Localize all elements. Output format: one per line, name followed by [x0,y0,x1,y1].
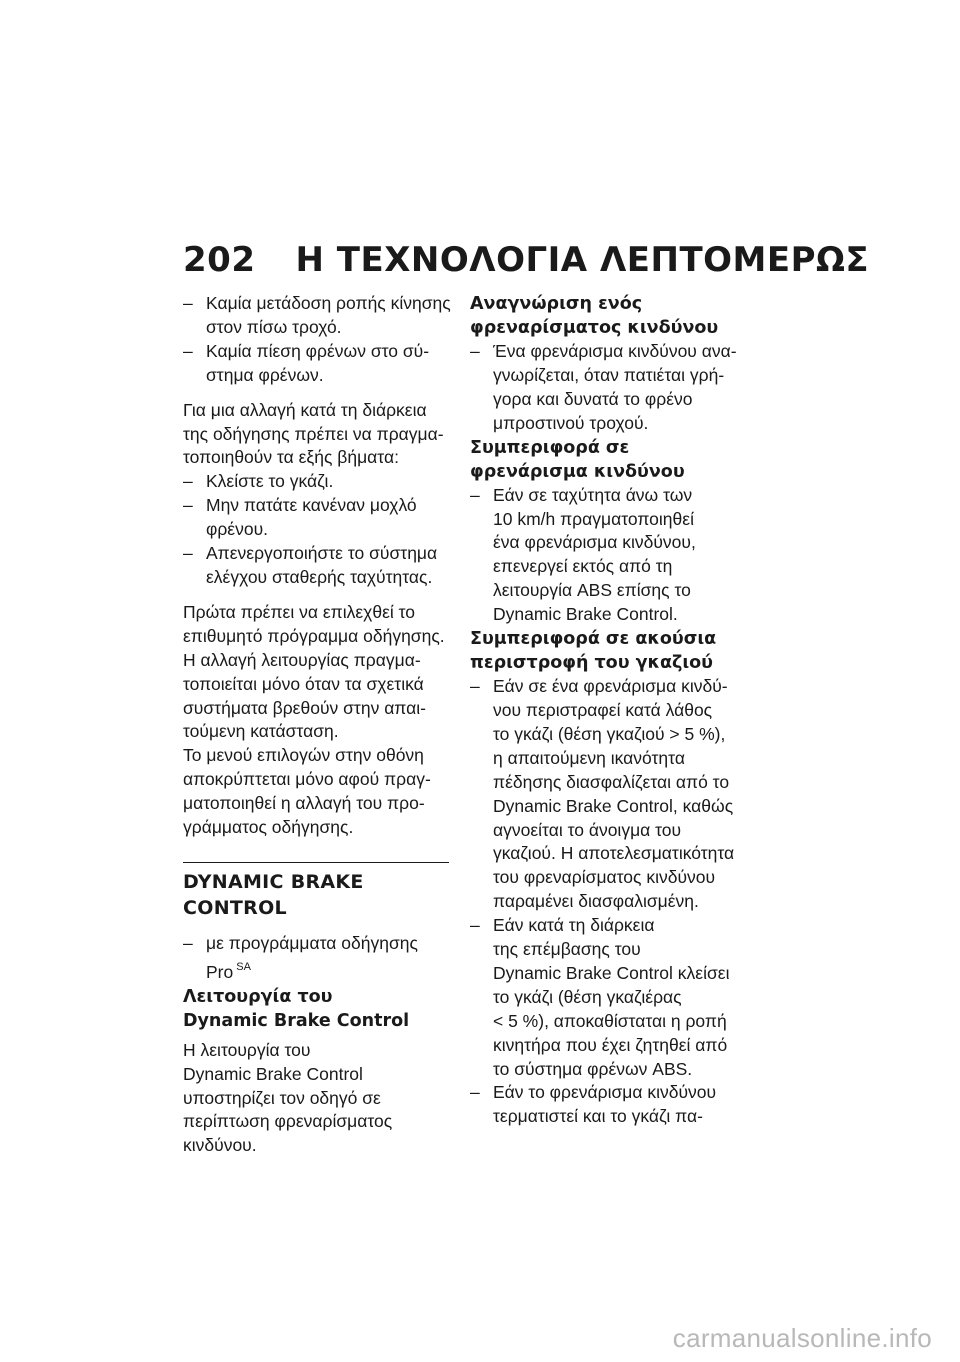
text-line: νου περιστραφεί κατά λάθος [493,699,713,720]
text-line: περιστροφή του γκαζιού [470,653,713,674]
text-line: στημα φρένων. [206,364,324,385]
text-line: τοποιηθούν τα εξής βήματα: [183,447,399,468]
text-line: τούμενη κατάσταση. [183,721,339,742]
list-item [470,914,750,1081]
text-line: Dynamic Brake Control, καθώς [493,795,734,816]
subheading [470,436,750,484]
text-line: – Εάν σε ένα φρενάρισμα κινδύ- [493,676,728,697]
text-line: – με προγράμματα οδήγησης [206,932,418,953]
page-header [183,240,869,280]
text-line: Dynamic Brake Control κλείσει [493,962,730,983]
subheading [470,292,750,340]
text-line: – Κλείστε το γκάζι. [206,471,334,492]
paragraph [183,601,453,840]
list-item [183,470,453,494]
text-line: πέδησης διασφαλίζεται από το [493,771,730,792]
text-line: υποστηρίζει τον οδηγό σε [183,1087,381,1108]
text-line: αγνοείται το άνοιγμα του [493,819,682,840]
text-line: Dynamic Brake Control. [493,604,678,625]
text-line: Συμπεριφορά σε ακούσια [470,629,717,650]
chapter-title: Η ΤΕΧΝΟΛΟΓΙΑ ΛΕΠΤΟΜΕΡΩΣ [295,240,870,280]
list-item [183,932,453,985]
watermark-link[interactable]: carmanualsonline.info [672,1323,932,1353]
text-line: Για μια αλλαγή κατά τη διάρκεια [183,399,427,420]
list-item [470,1081,750,1129]
text-line: γκαζιού. Η αποτελεσματικότητα [493,843,735,864]
text-line: το γκάζι (θέση γκαζιού > 5 %), [493,723,726,744]
text-line: κινητήρα που έχει ζητηθεί από [493,1034,728,1055]
list-item [470,340,750,436]
text-line: ματοποιηθεί η αλλαγή του προ- [183,793,425,814]
text-line: το γκάζι (θέση γκαζιέρας [493,986,682,1007]
text-line: γράμματος οδήγησης. [183,817,354,838]
text-line: παραμένει διασφαλισμένη. [493,891,699,912]
text-line: – Εάν το φρενάρισμα κινδύνου [493,1082,717,1103]
text-line: φρεναρίσματος κινδύνου [470,318,719,338]
text-line: Αναγνώριση ενός [470,294,643,314]
text-line: επενεργεί εκτός από τη [493,556,673,577]
text-line: – Καμία πίεση φρένων στο σύ- [206,340,430,361]
text-line: – Ένα φρενάρισμα κινδύνου ανα- [493,341,737,361]
text-line: αποκρύπτεται μόνο αφού πραγ- [183,769,431,790]
text-line: Πρώτα πρέπει να επιλεχθεί το [183,601,416,622]
left-column [183,292,453,1158]
text-line: τερματιστεί και το γκάζι πα- [493,1106,703,1127]
list-item [470,675,750,914]
program-name: Pro [206,961,234,982]
text-line: κινδύνου. [183,1135,257,1156]
text-line: Η λειτουργία του [183,1039,311,1060]
text-line: γορα και δυνατά το φρένο [493,388,693,409]
text-line: Λειτουργία του [183,986,333,1007]
text-line: ένα φρενάρισμα κινδύνου, [493,532,696,553]
paragraph [183,399,453,471]
sa-marker: SA [236,960,251,973]
text-line: γνωρίζεται, όταν πατιέται γρή- [493,364,725,385]
text-line: Συμπεριφορά σε [470,437,630,458]
list-item [183,494,453,542]
text-line: – Εάν σε ταχύτητα άνω των [493,484,693,505]
text-line: φρένου. [206,519,269,540]
text-line: η απαιτούμενη ικανότητα [493,747,685,768]
text-line: < 5 %), αποκαθίσταται η ροπή [493,1010,727,1031]
section-title: DYNAMIC BRAKE CONTROL [183,870,364,919]
list-item [183,340,453,388]
text-line: της οδήγησης πρέπει να πραγμα- [183,423,444,444]
text-line: το σύστημα φρένων ABS. [493,1058,693,1079]
text-line: ελέγχου σταθερής ταχύτητας. [206,566,433,587]
subheading [470,627,750,675]
text-line: επιθυμητό πρόγραμμα οδήγησης. [183,625,445,646]
text-line: μπροστινού τροχού. [493,412,649,433]
text-line: 10 km/h πραγματοποιηθεί [493,508,694,529]
section-divider [183,862,449,863]
text-line: περίπτωση φρεναρίσματος [183,1111,393,1132]
list-item [183,542,453,590]
text-line: Dynamic Brake Control [183,1063,363,1084]
text-line: του φρεναρίσματος κινδύνου [493,867,716,888]
text-line: – Εάν κατά τη διάρκεια [493,915,655,936]
list-item [183,292,453,340]
text-line: φρενάρισμα κινδύνου [470,461,685,482]
paragraph [183,1039,453,1159]
text-line: Η αλλαγή λειτουργίας πραγμα- [183,649,421,670]
text-line: – Μην πατάτε κανέναν μοχλό [206,495,417,516]
right-column [470,292,750,1129]
text-line: λειτουργία ABS επίσης το [493,580,691,601]
subheading [183,985,453,1033]
text-line [206,956,453,985]
text-line: στον πίσω τροχό. [206,316,342,337]
text-line: Dynamic Brake Control [183,1010,410,1031]
page-number: 202 [183,240,256,280]
text-line: – Απενεργοποιήστε το σύστημα [206,543,438,564]
text-line: της επέμβασης του [493,939,641,960]
text-line: – Καμία μετάδοση ροπής κίνησης [206,293,451,313]
text-line: συστήματα βρεθούν στην απαι- [183,697,426,718]
text-line: τοποιείται μόνο όταν τα σχετικά [183,673,424,694]
list-item [470,484,750,627]
text-line: Το μενού επιλογών στην οθόνη [183,745,424,766]
